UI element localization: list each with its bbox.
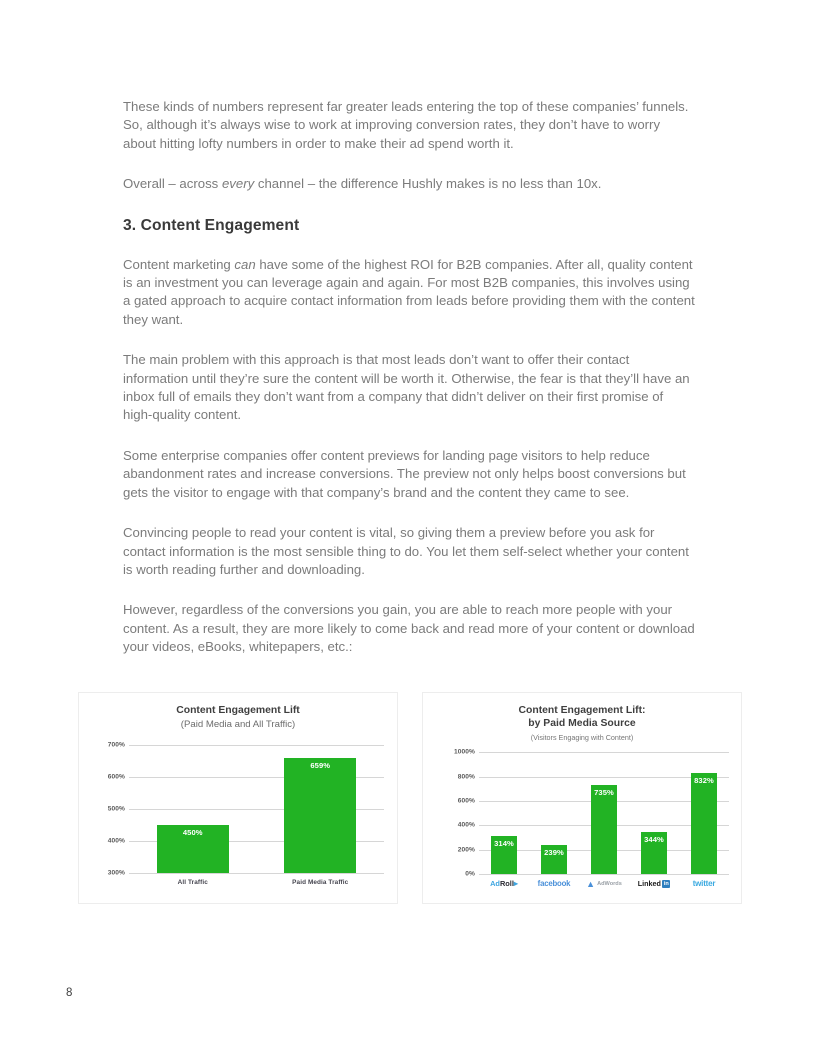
paragraph-1: These kinds of numbers represent far greater leads entering the top of these companies’ funnels. So, although it’s always wise to work at improving conversion rates, they don’t have to worry about hitting lofty numbers in order to make their ad spend worth it. xyxy=(123,99,689,151)
gridline xyxy=(129,873,384,874)
bar-value-label: 735% xyxy=(594,787,614,797)
overall-text-before: Overall – across xyxy=(123,176,222,192)
adwords-logo: ▲ AdWords xyxy=(586,878,622,889)
y-axis-tick-label: 700% xyxy=(107,741,125,749)
facebook-logo: facebook xyxy=(537,879,571,889)
bar-series xyxy=(129,745,384,873)
charts-row xyxy=(78,692,742,904)
twitter-logo: twitter xyxy=(692,879,716,889)
chart-left-title: Content Engagement Lift xyxy=(176,705,300,716)
bar-value-label: 239% xyxy=(544,848,564,858)
bar xyxy=(591,785,617,875)
bar-slot xyxy=(257,745,385,873)
y-axis-tick-label: 300% xyxy=(107,869,125,877)
bar xyxy=(284,758,356,873)
gridline xyxy=(479,874,729,875)
y-axis-tick-label: 600% xyxy=(457,797,475,805)
content-marketing-after: have some of the highest ROI for B2B companies. After all, quality content is an investment you can leverage again and again. For most B2B companies, this involves using a gated approach to acquire contact information from leads before providing them with the content they want. xyxy=(123,256,695,327)
y-axis-tick-label: 400% xyxy=(457,821,475,829)
y-axis-tick-label: 1000% xyxy=(453,748,475,756)
chart-right-title-line2: by Paid Media Source xyxy=(528,717,636,729)
y-axis-tick-label: 400% xyxy=(107,837,125,845)
chart-left-plot-area xyxy=(107,741,384,877)
bar-value-label: 314% xyxy=(494,838,514,848)
bar-slot xyxy=(129,745,257,873)
y-axis-tick-label: 500% xyxy=(107,805,125,813)
overall-text-after: channel – the difference Hushly makes is no less than 10x. xyxy=(254,176,602,192)
overall-text-emphasis: every xyxy=(221,176,255,192)
chart-right-title-line1: Content Engagement Lift: xyxy=(518,705,646,716)
paragraph-3: The main problem with this approach is that most leads don’t want to offer their contact information until they’re sure the content will be worth it. Otherwise, the fear is that they’ll have an inbox full of emails they don’t want from a company that didn’t deliver on their first promise of high-quality content. xyxy=(123,352,690,423)
bar-slot xyxy=(579,752,629,874)
bar-value-label: 832% xyxy=(694,775,714,785)
bar xyxy=(641,832,667,874)
bar-slot xyxy=(629,752,679,874)
paragraph-5: Convincing people to read your content is vital, so giving them a preview before you ask for contact information is the most sensible thing to do. You let them self-select whether your content is worth reading further and downloading. xyxy=(123,525,689,577)
bar xyxy=(491,836,517,874)
y-axis-tick-label: 200% xyxy=(457,846,475,854)
bar xyxy=(691,773,717,875)
bar xyxy=(541,845,567,874)
y-axis-tick-label: 600% xyxy=(107,773,125,781)
x-axis-category-label: Paid Media Traffic xyxy=(292,878,349,886)
bar-slot xyxy=(679,752,729,874)
content-marketing-before: Content marketing xyxy=(123,256,235,272)
adroll-logo: Ad Roll ▸ xyxy=(490,879,518,889)
section-heading: 3. Content Engagement xyxy=(123,216,300,234)
chart-right-plot-area xyxy=(453,748,729,878)
bar-value-label: 659% xyxy=(310,760,331,770)
x-axis-category-label: All Traffic xyxy=(177,878,208,886)
paragraph-4: Some enterprise companies offer content previews for landing page visitors to help reduce abandonment rates and increase conversions. The preview not only helps boost conversions but gets the visitor to engage with that company’s brand and the content they came to see. xyxy=(123,447,686,500)
page-number: 8 xyxy=(66,987,73,999)
chart-content-engagement-lift xyxy=(78,692,398,904)
content-marketing-emphasis: can xyxy=(234,256,256,272)
chart-left-subtitle: (Paid Media and All Traffic) xyxy=(180,718,296,730)
y-axis-tick-label: 800% xyxy=(457,773,475,781)
paragraph-content-marketing xyxy=(123,256,695,330)
bar-slot xyxy=(529,752,579,874)
chart-right-x-axis-logos xyxy=(479,878,729,890)
paragraph-overall xyxy=(123,175,695,193)
bar-series xyxy=(479,752,729,874)
bar-value-label: 344% xyxy=(644,835,664,845)
bar xyxy=(157,825,229,873)
linkedin-logo: Linked in xyxy=(637,879,669,889)
chart-left-x-axis-labels xyxy=(129,878,384,887)
bar-value-label: 450% xyxy=(182,827,203,837)
chart-content-engagement-lift-by-source xyxy=(422,692,742,904)
bar-slot xyxy=(479,752,529,874)
page-body-content xyxy=(123,98,695,679)
chart-right-subtitle: (Visitors Engaging with Content) xyxy=(530,733,634,743)
paragraph-6: However, regardless of the conversions you gain, you are able to reach more people with your content. As a result, they are more likely to come back and read more of your content or download your videos, eBooks, whitepapers, etc.: xyxy=(123,602,695,655)
y-axis-tick-label: 0% xyxy=(465,870,475,878)
